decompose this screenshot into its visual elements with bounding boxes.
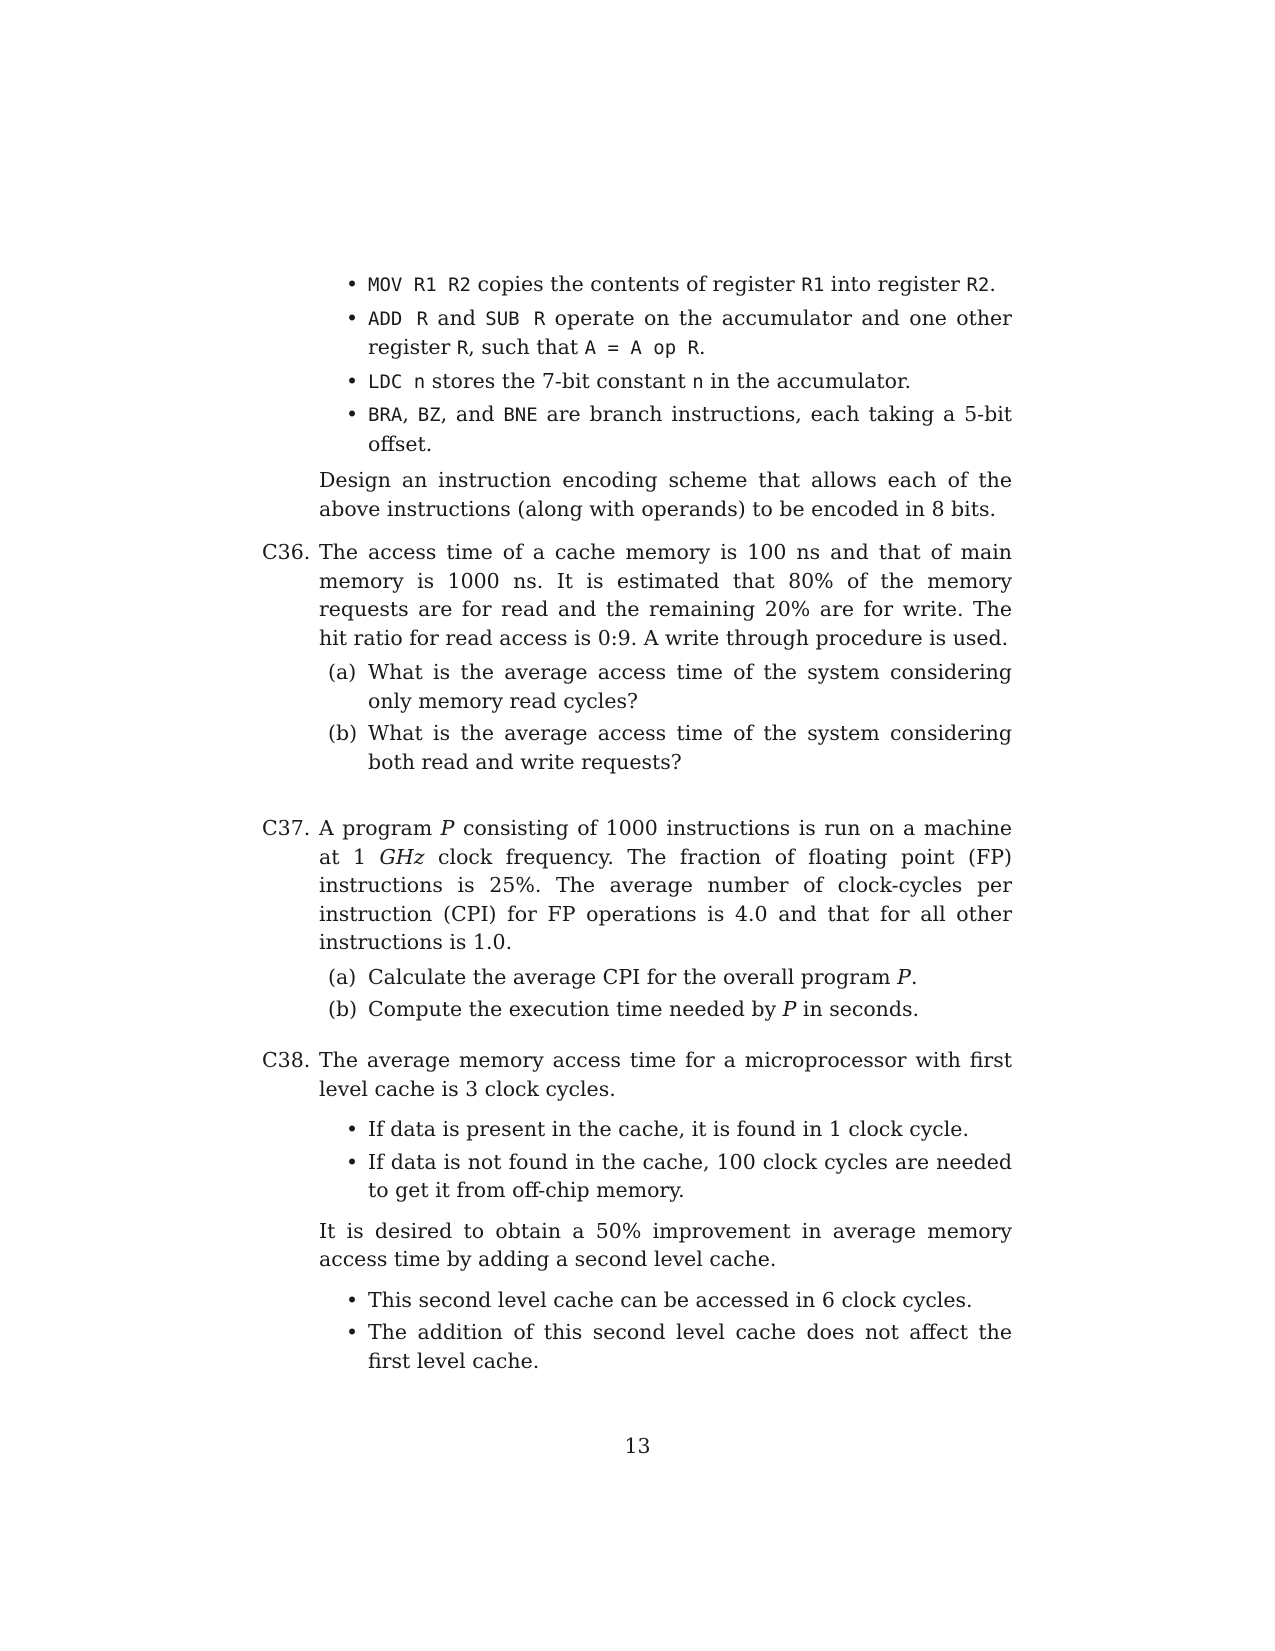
subpart-b: (b) What is the average access time of the system considering both read and write requests? — [328, 721, 1012, 774]
instruction-list — [262, 270, 1012, 458]
question-text: The average memory access time for a microprocessor with first level cache is 3 clock cycles. — [319, 1048, 1012, 1101]
list-item: • This second level cache can be accessed in 6 clock cycles. — [262, 1286, 1012, 1315]
code-mov: MOV R1 R2 — [368, 274, 471, 296]
page-number: 13 — [624, 1434, 651, 1458]
question-text: A program P consisting of 1000 instructions is run on a machine at 1 GHz clock frequency. The fraction of floating point (FP) instructions is 25%. The average number of clock-cycles per instruction (CPI) for FP operations is 4.0 and that for all other instructions is 1.0. — [319, 816, 1013, 954]
question-number: C37. — [262, 816, 311, 840]
subparts-c37 — [262, 963, 1012, 1024]
list-item-ldc: • LDC n stores the 7-bit constant n in the accumulator. — [262, 367, 1012, 397]
list-item: • The addition of this second level cache does not affect the first level cache. — [262, 1318, 1012, 1375]
list-item-branch: • BRA, BZ, and BNE are branch instructions, each taking a 5-bit offset. — [262, 400, 1012, 458]
c38-paragraph: It is desired to obtain a 50% improvement in average memory access time by adding a second level cache. — [319, 1218, 1012, 1271]
intro-section — [262, 270, 1012, 523]
list-item: • If data is present in the cache, it is found in 1 clock cycle. — [262, 1115, 1012, 1144]
l2-cache-list — [262, 1286, 1012, 1376]
list-item-mov: • MOV R1 R2 copies the contents of register R1 into register R2. — [262, 270, 1012, 300]
list-item-add-sub: • ADD R and SUB R operate on the accumulator and one other register R, such that A = A op R. — [262, 304, 1012, 363]
question-c37 — [262, 814, 1012, 1028]
cache-conditions-list — [262, 1115, 1012, 1205]
subparts-c36 — [262, 658, 1012, 776]
list-item: • If data is not found in the cache, 100 clock cycles are needed to get it from off-chip memory. — [262, 1148, 1012, 1205]
subpart-b: (b) Compute the execution time needed by P in seconds. — [328, 997, 920, 1021]
question-number: C36. — [262, 540, 311, 564]
subpart-a: (a) Calculate the average CPI for the overall program P. — [328, 964, 918, 989]
question-text: The access time of a cache memory is 100 ns and that of main memory is 1000 ns. It is estimated that 80% of the memory requests are for read and the remaining 20% are for write. The hit ratio for read access is 0:9. A write through procedure is used. — [319, 540, 1012, 650]
question-c36 — [262, 538, 1012, 780]
subpart-a: (a) What is the average access time of the system considering only memory read cycles? — [328, 660, 1012, 713]
question-c38 — [262, 1046, 1012, 1379]
question-number: C38. — [262, 1048, 311, 1072]
intro-paragraph: Design an instruction encoding scheme that allows each of the above instructions (along with operands) to be encoded in 8 bits. — [319, 468, 1012, 521]
